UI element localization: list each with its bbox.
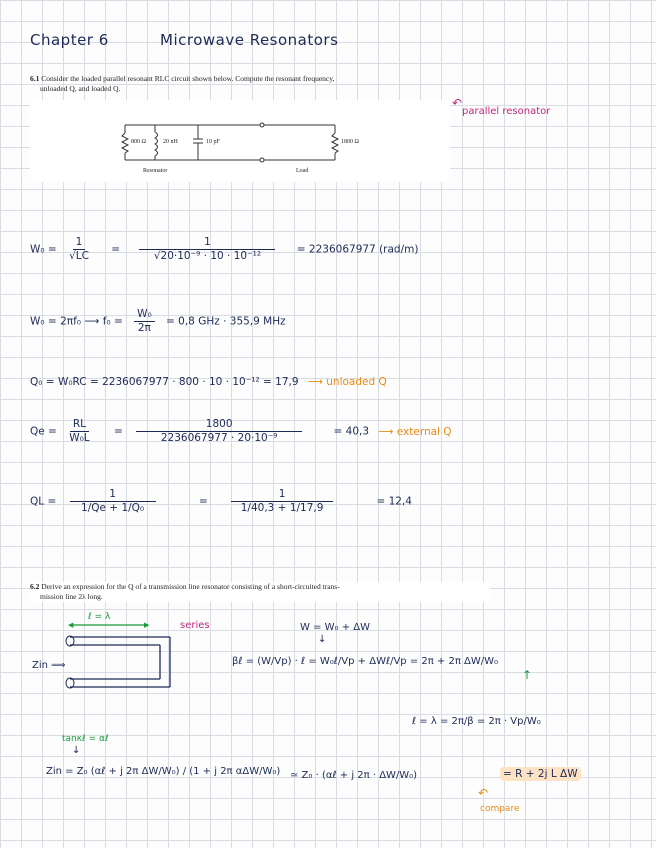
- fraction: [134, 308, 155, 335]
- denominator: √LC: [69, 250, 89, 262]
- resistor-label: 800 Ω: [131, 139, 146, 145]
- ql-result: = 12,4: [376, 495, 412, 508]
- w0-equation: W₀ = $\frac{1}{√LC}$ = $\frac{1}{\text{√20·10⁻⁹ · 10 · 10⁻¹²}}$ = 2236067977 (rad/m): [30, 236, 419, 262]
- fraction: [70, 488, 156, 515]
- f0-result: = 0,8 GHz · 355,9 MHz: [166, 315, 286, 328]
- compare-label: compare: [480, 804, 520, 814]
- fraction: [66, 418, 92, 445]
- highlighted-result: = R + 2j L ΔW: [500, 767, 581, 781]
- inductor-label: 20 nH: [163, 139, 178, 145]
- fraction: [134, 418, 304, 445]
- load-resistor-label: 1800 Ω: [341, 139, 359, 145]
- numerator: 1800: [136, 418, 302, 432]
- down-arrow-icon: ↓: [72, 745, 81, 756]
- eq-lhs: W₀ =: [30, 243, 57, 256]
- down-arrow-icon: ↓: [318, 634, 327, 645]
- problem-6-2-statement: [30, 582, 490, 602]
- lambda-equation: ℓ = λ = 2π/β = 2π · Vp/W₀: [412, 716, 541, 727]
- numerator: 1: [73, 236, 86, 250]
- problem-number: 6.2: [30, 582, 40, 591]
- arrow-icon: ↶: [452, 96, 463, 110]
- chapter-label: Chapter 6: [30, 31, 109, 49]
- eq-lhs: Qe =: [30, 425, 57, 438]
- problem-6-1-statement: [30, 74, 450, 94]
- zin-label: Zin ⟹: [32, 660, 66, 671]
- up-arrow-icon: ↑: [522, 668, 533, 682]
- problem-text-line: Consider the loaded parallel resonant RLC circuit shown below. Compute the resonant frequency,: [41, 74, 335, 83]
- eq-lhs: QL =: [30, 495, 57, 508]
- unloaded-q-tag: ⟶ unloaded Q: [307, 376, 387, 388]
- q0-equation: [30, 376, 387, 388]
- resonator-label: Resonator: [143, 168, 168, 174]
- eq-lhs: W₀ = 2πf₀ ⟶ f₀ =: [30, 315, 123, 328]
- tanh-approx-label: tanκℓ = αℓ: [62, 734, 109, 744]
- external-q-tag: ⟶ external Q: [378, 425, 452, 438]
- numerator: W₀: [134, 308, 155, 322]
- denominator: 2236067977 · 20·10⁻⁹: [160, 432, 278, 444]
- numerator: RL: [70, 418, 89, 432]
- svg-text:▶: ▶: [144, 621, 150, 629]
- beta-l-equation: βℓ = (W/Vp) · ℓ = W₀ℓ/Vp + ΔWℓ/Vp = 2π + 2π ΔW/W₀: [232, 656, 499, 667]
- load-label: Load: [296, 168, 309, 174]
- qe-result: = 40,3: [333, 425, 370, 438]
- denominator: √20·10⁻⁹ · 10 · 10⁻¹²: [153, 250, 262, 262]
- svg-text:◀: ◀: [68, 621, 74, 629]
- problem-text-line: mission line 2λ long.: [40, 592, 103, 601]
- denominator: 2π: [137, 322, 151, 334]
- problem-number: 6.1: [30, 74, 40, 83]
- capacitor-label: 10 pF: [206, 139, 220, 145]
- fraction: [231, 488, 333, 515]
- zin-equation: Zin = Z₀ (αℓ + j 2π ΔW/W₀) / (1 + j 2π αΔW/W₀): [46, 766, 281, 777]
- f0-equation: [30, 308, 286, 335]
- denominator: 1/Qe + 1/Q₀: [81, 502, 145, 514]
- problem-text-line: Derive an expression for the Q of a transmission line resonator consisting of a short-circuited trans-: [41, 582, 340, 591]
- ql-equation: QL = $\frac{1}{\text{1/Qe + 1/Q₀}}$ = $\frac{1}{1/40,3 + 1/17,9}$ = 12,4: [30, 488, 412, 514]
- fraction: [66, 236, 92, 263]
- denominator: W₀L: [69, 432, 90, 444]
- approx-equation: ≃ Z₀ · (αℓ + j 2π · ΔW/W₀): [290, 770, 418, 781]
- annotation-parallel-resonator: parallel resonator: [462, 106, 551, 117]
- denominator: 1/40,3 + 1/17,9: [240, 502, 324, 514]
- page-title: Microwave Resonators: [160, 31, 339, 49]
- series-label: series: [180, 620, 210, 631]
- qe-equation: Qe = $\frac{RL}{\text{W₀L}}$ = $\frac{1800}{\text{2236067977 · 20·10⁻⁹}}$ = 40,3 ⟶ external Q: [30, 418, 452, 444]
- fraction: [137, 236, 277, 263]
- numerator: 1: [231, 488, 333, 502]
- numerator: 1: [139, 236, 275, 250]
- rlc-circuit-figure: [30, 100, 450, 182]
- curved-arrow-icon: ↶: [478, 786, 489, 800]
- q0-expression: Q₀ = W₀RC = 2236067977 · 800 · 10 · 10⁻¹² = 17,9: [30, 376, 299, 388]
- numerator: 1: [70, 488, 156, 502]
- problem-text-line: unloaded Q, and loaded Q.: [40, 84, 121, 93]
- w0-result: = 2236067977 (rad/m): [296, 243, 419, 256]
- length-label: ℓ = λ: [88, 612, 111, 622]
- rlc-circuit-diagram: [30, 100, 450, 182]
- w-definition: W = W₀ + ΔW: [300, 622, 370, 633]
